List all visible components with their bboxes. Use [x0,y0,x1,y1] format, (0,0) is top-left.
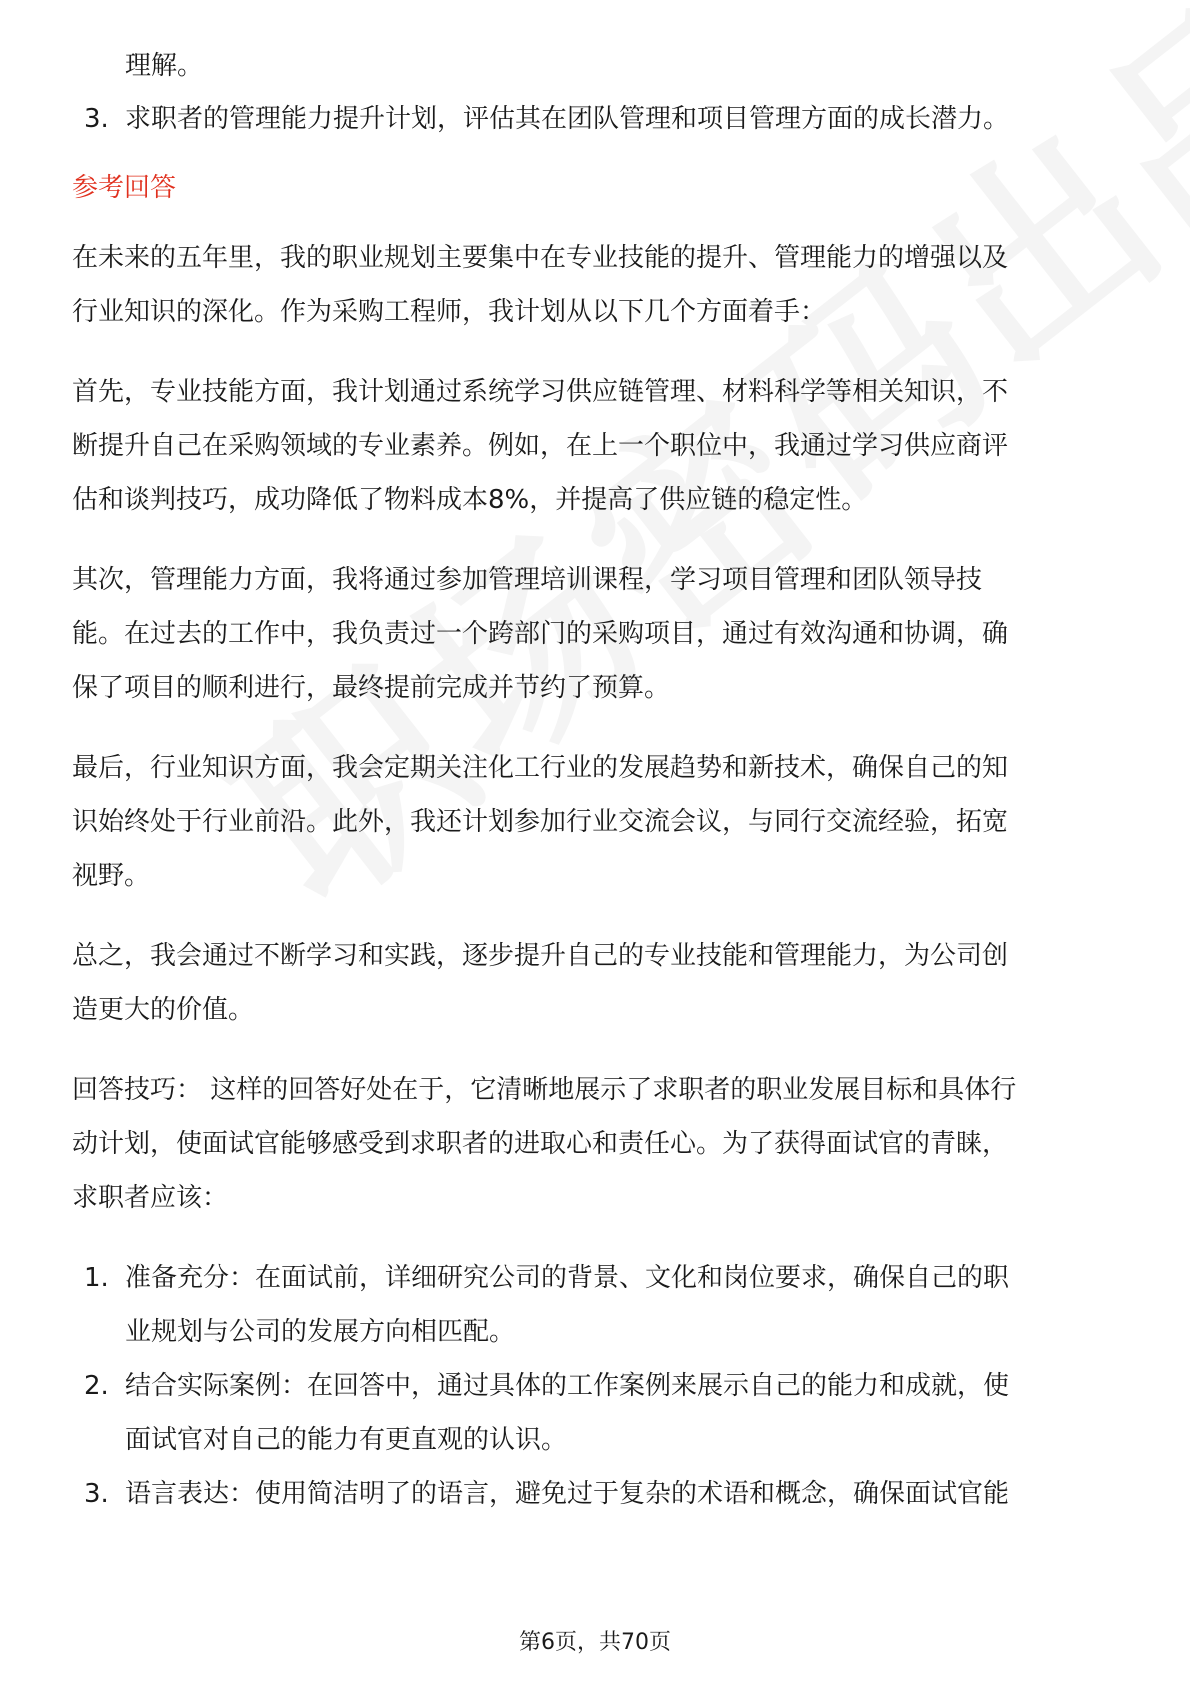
paragraph-line: 动计划，使面试官能够感受到求职者的进取心和责任心。为了获得面试官的青睐， [72,1129,1009,1159]
paragraph-line: 识始终处于行业前沿。此外，我还计划参加行业交流会议，与同行交流经验，拓宽 [72,807,1009,837]
paragraph-line: 首先，专业技能方面，我计划通过系统学习供应链管理、材料科学等相关知识，不 [72,377,1009,407]
section-heading: 参考回答 [72,173,177,203]
paragraph-line: 在未来的五年里，我的职业规划主要集中在专业技能的提升、管理能力的增强以及 [72,243,1009,273]
list-item-line: 语言表达：使用简洁明了的语言，避免过于复杂的术语和概念，确保面试官能 [125,1479,1010,1509]
list-item-line: 准备充分：在面试前，详细研究公司的背景、文化和岗位要求，确保自己的职 [125,1263,1010,1293]
paragraph-line: 回答技巧： 这样的回答好处在于，它清晰地展示了求职者的职业发展目标和具体行 [72,1075,1017,1105]
list-item-text: 求职者的管理能力提升计划，评估其在团队管理和项目管理方面的成长潜力。 [125,104,1010,134]
paragraph-line: 视野。 [72,861,151,891]
paragraph-line: 最后，行业知识方面，我会定期关注化工行业的发展趋势和新技术，确保自己的知 [72,753,1009,783]
list-continuation-line: 理解。 [125,51,204,81]
list-item-number: 2. [84,1371,109,1401]
list-item-line: 面试官对自己的能力有更直观的认识。 [125,1425,568,1455]
paragraph-line: 其次，管理能力方面，我将通过参加管理培训课程，学习项目管理和团队领导技 [72,565,983,595]
page-number-footer: 第6页，共70页 [519,1630,671,1655]
list-item-line: 业规划与公司的发展方向相匹配。 [125,1317,516,1347]
list-item-number: 3. [84,104,109,134]
list-item-number: 3. [84,1479,109,1509]
list-item-number: 1. [84,1263,109,1293]
paragraph-line: 保了项目的顺利进行，最终提前完成并节约了预算。 [72,673,671,703]
paragraph-line: 求职者应该： [72,1183,229,1213]
paragraph-line: 能。在过去的工作中，我负责过一个跨部门的采购项目，通过有效沟通和协调，确 [72,619,1009,649]
paragraph-line: 估和谈判技巧，成功降低了物料成本8%，并提高了供应链的稳定性。 [72,485,868,515]
paragraph-line: 总之，我会通过不断学习和实践，逐步提升自己的专业技能和管理能力，为公司创 [72,941,1009,971]
paragraph-line: 断提升自己在采购领域的专业素养。例如，在上一个职位中，我通过学习供应商评 [72,431,1009,461]
paragraph-line: 造更大的价值。 [72,995,255,1025]
paragraph-line: 行业知识的深化。作为采购工程师，我计划从以下几个方面着手： [72,297,827,327]
list-item-line: 结合实际案例：在回答中，通过具体的工作案例来展示自己的能力和成就，使 [125,1371,1010,1401]
